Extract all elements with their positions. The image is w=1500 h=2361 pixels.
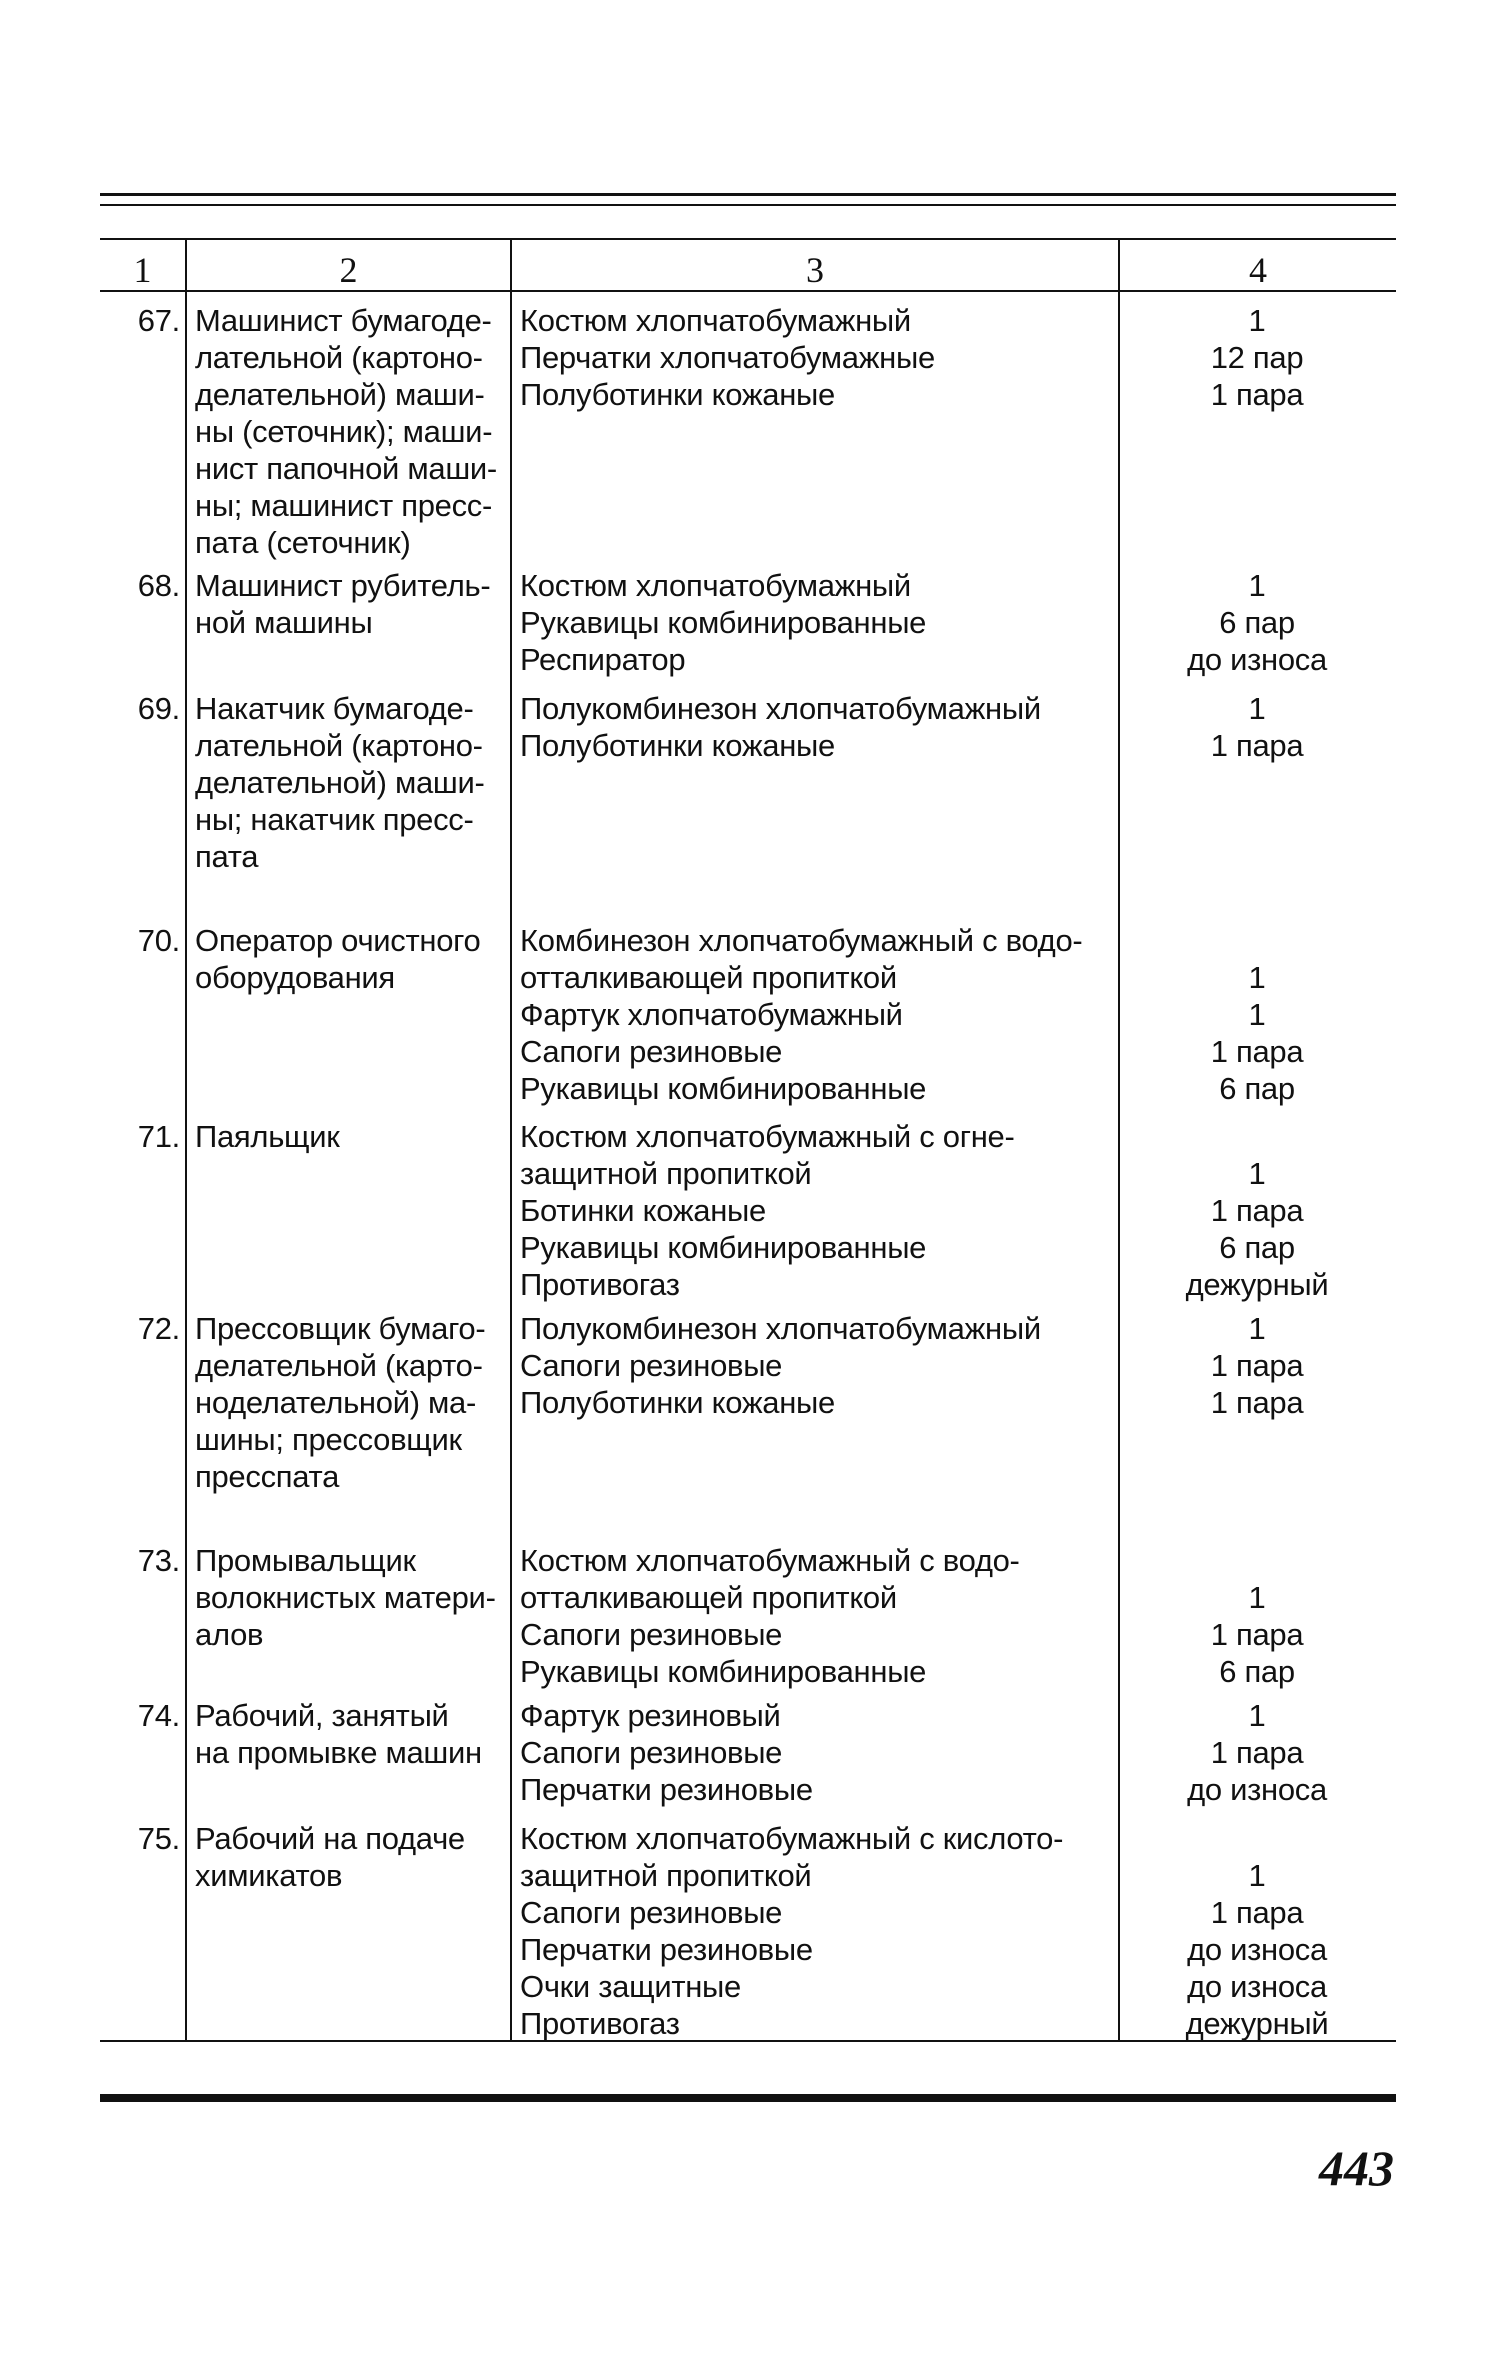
- row-number: 67.: [137, 303, 180, 338]
- items-cell: Костюм хлопчатобумажный с водо- отталкивающей пропиткой Сапоги резиновые Рукавицы комбинированные: [520, 1543, 1020, 1689]
- quantity-cell: 1 1 пара до износа до износа дежурный: [1185, 1858, 1329, 2041]
- row-number: 72.: [137, 1311, 180, 1346]
- top-rule-thick: [100, 193, 1396, 196]
- header-col-2: 2: [339, 250, 358, 290]
- items-cell: Комбинезон хлопчатобумажный с водо- отталкивающей пропиткой Фартук хлопчатобумажный Сапоги резиновые Рукавицы комбинированные: [520, 923, 1083, 1106]
- quantity-cell: 1 1 пара 6 пар дежурный: [1185, 1156, 1329, 1302]
- page-number: 443: [1319, 2140, 1394, 2196]
- quantity-cell: 1 1 пара 6 пар: [1210, 1580, 1304, 1689]
- row-number: 74.: [137, 1698, 180, 1733]
- profession-cell: Рабочий на подаче химикатов: [195, 1821, 465, 1893]
- items-cell: Фартук резиновый Сапоги резиновые Перчатки резиновые: [520, 1698, 813, 1807]
- row-number: 75.: [137, 1821, 180, 1856]
- header-col-1: 1: [133, 250, 152, 290]
- profession-cell: Оператор очистного оборудования: [195, 923, 481, 995]
- quantity-cell: 1 1 пара: [1210, 691, 1304, 763]
- items-cell: Костюм хлопчатобумажный Рукавицы комбинированные Респиратор: [520, 568, 927, 677]
- header-col-3: 3: [806, 250, 824, 290]
- row-number: 70.: [137, 923, 180, 958]
- items-cell: Костюм хлопчатобумажный с огне- защитной пропиткой Ботинки кожаные Рукавицы комбинированные Противогаз: [520, 1119, 1015, 1302]
- row-number: 69.: [137, 691, 180, 726]
- quantity-cell: 1 1 1 пара 6 пар: [1210, 960, 1304, 1106]
- profession-cell: Рабочий, занятый на промывке машин: [195, 1698, 482, 1770]
- table-top-line: [100, 238, 1396, 240]
- quantity-cell: 1 6 пар до износа: [1187, 568, 1327, 677]
- items-cell: Костюм хлопчатобумажный с кислото- защитной пропиткой Сапоги резиновые Перчатки резиновые Очки защитные Противогаз: [520, 1821, 1064, 2041]
- row-number: 73.: [137, 1543, 180, 1578]
- col-divider-1: [185, 238, 187, 2042]
- row-number: 71.: [137, 1119, 180, 1154]
- items-cell: Костюм хлопчатобумажный Перчатки хлопчатобумажные Полуботинки кожаные: [520, 303, 935, 412]
- footer-rule: [100, 2094, 1396, 2102]
- items-cell: Полукомбинезон хлопчатобумажный Сапоги резиновые Полуботинки кожаные: [520, 1311, 1041, 1420]
- profession-cell: Машинист бумагоде- лательной (картоно- делательной) маши- ны (сеточник); маши- нист папочной маши- ны; машинист пресс- пата (сеточник): [195, 303, 497, 560]
- profession-cell: Накатчик бумагоде- лательной (картоно- делательной) маши- ны; накатчик пресс- пата: [195, 691, 485, 874]
- quantity-cell: 1 1 пара 1 пара: [1210, 1311, 1304, 1420]
- profession-cell: Паяльщик: [195, 1119, 340, 1154]
- profession-cell: Машинист рубитель- ной машины: [195, 568, 491, 640]
- header-bottom-line: [100, 290, 1396, 292]
- header-col-4: 4: [1249, 250, 1267, 290]
- profession-cell: Прессовщик бумаго- делательной (карто- ноделательной) ма- шины; прессовщик пресспата: [195, 1311, 486, 1494]
- row-number: 68.: [137, 568, 180, 603]
- quantity-cell: 1 1 пара до износа: [1187, 1698, 1327, 1807]
- profession-cell: Промывальщик волокнистых матери- алов: [195, 1543, 496, 1652]
- quantity-cell: 1 12 пар 1 пара: [1210, 303, 1304, 412]
- top-rule-thin: [100, 204, 1396, 206]
- items-cell: Полукомбинезон хлопчатобумажный Полуботинки кожаные: [520, 691, 1041, 763]
